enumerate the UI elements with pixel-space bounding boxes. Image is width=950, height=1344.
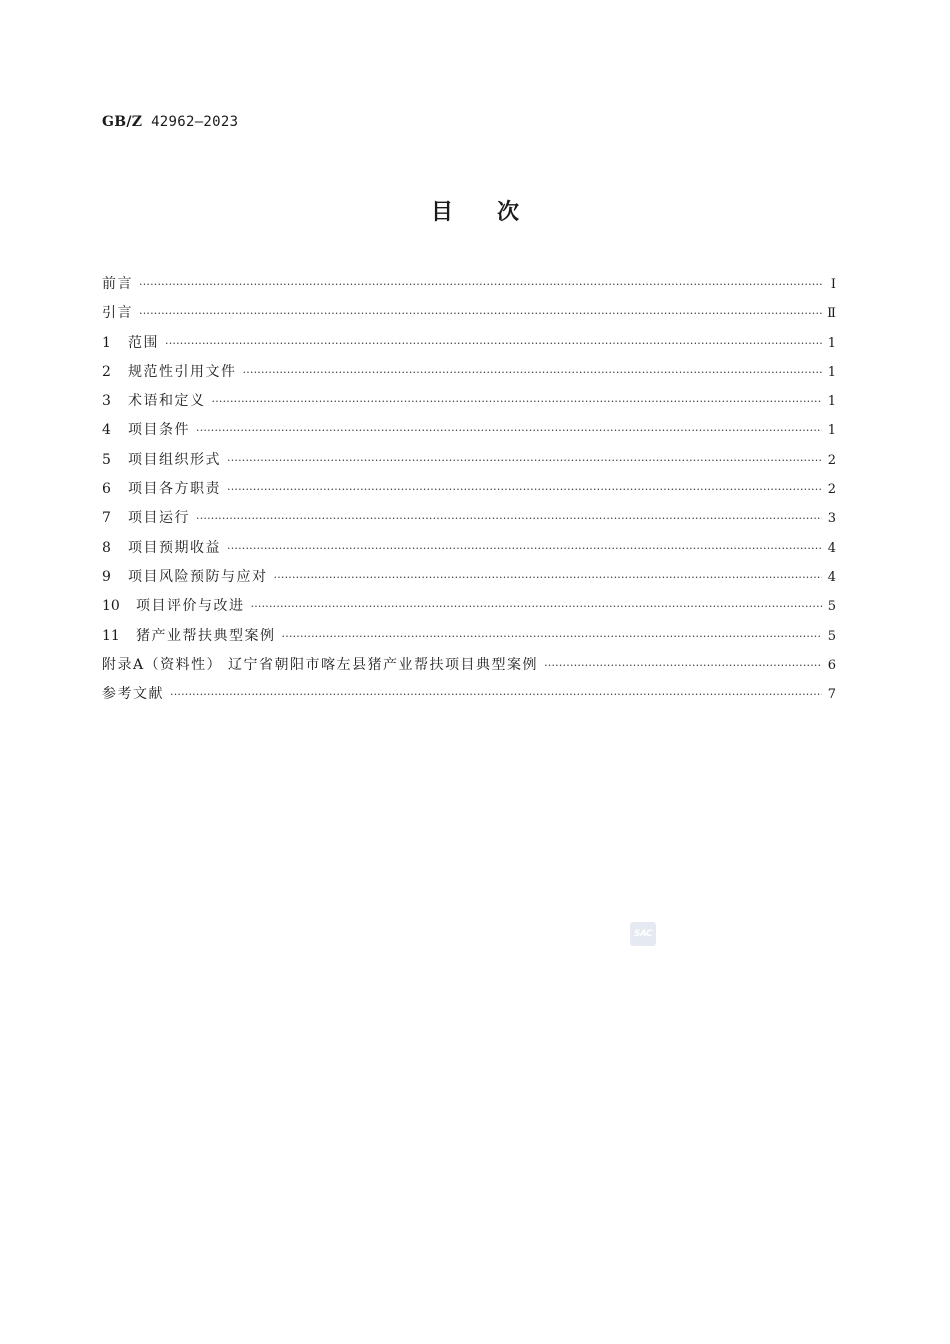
toc-dot-leader <box>544 651 822 680</box>
toc-entry[interactable] <box>102 504 836 533</box>
toc-title: 目次 <box>430 200 563 225</box>
toc-dot-leader <box>227 475 822 504</box>
toc-entry-number: 9 <box>102 568 111 585</box>
standard-prefix: GB/Z <box>102 114 143 130</box>
toc-dot-leader <box>227 446 822 475</box>
toc-entry[interactable] <box>102 563 836 592</box>
toc-entry-page: Ⅱ <box>827 306 836 322</box>
toc-dot-leader <box>165 329 822 358</box>
toc-entry-number: 8 <box>102 539 111 556</box>
toc-entry[interactable] <box>102 416 836 445</box>
toc-entry[interactable] <box>102 387 836 416</box>
toc-dot-leader <box>139 270 822 299</box>
toc-entry-number: 10 <box>102 598 120 615</box>
toc-entry-label: 前言 <box>102 276 133 292</box>
toc-entry-label: 引言 <box>102 305 133 322</box>
toc-entry-number: 4 <box>102 422 111 439</box>
toc-entry[interactable] <box>102 329 836 358</box>
toc-entry-page: 1 <box>827 423 836 439</box>
toc-entry-number: 2 <box>102 363 111 380</box>
toc-entry-page: 1 <box>827 335 836 351</box>
toc-entry-page: 3 <box>827 511 836 527</box>
toc-entry-page: 4 <box>827 569 836 585</box>
toc-dot-leader <box>170 680 822 709</box>
toc-entry-label: 范围 <box>128 334 159 351</box>
toc-entry-page: 2 <box>827 482 836 498</box>
toc-entry-label: 项目风险预防与应对 <box>128 568 268 585</box>
toc-dot-leader <box>227 534 822 563</box>
toc-entry-page: 7 <box>827 687 836 703</box>
toc-entry-label: 附录A（资料性） 辽宁省朝阳市喀左县猪产业帮扶项目典型案例 <box>102 656 539 673</box>
toc-entry-page: 6 <box>827 657 836 673</box>
toc-dot-leader <box>243 358 823 387</box>
toc-dot-leader <box>196 504 822 533</box>
toc-dot-leader <box>212 387 823 416</box>
toc-entry-number: 5 <box>102 451 111 468</box>
toc-dot-leader <box>274 563 823 592</box>
toc-entry-number: 7 <box>102 510 111 527</box>
toc-entry-number: 1 <box>102 334 111 351</box>
toc-entry-label: 项目评价与改进 <box>136 598 245 615</box>
toc-entry-label: 参考文献 <box>102 686 164 703</box>
standard-code <box>102 114 238 130</box>
toc-entry[interactable] <box>102 358 836 387</box>
toc-dot-leader <box>251 592 823 621</box>
toc-entry[interactable] <box>102 534 836 563</box>
toc-entry-page: 1 <box>827 394 836 410</box>
toc-entry-number: 3 <box>102 393 111 410</box>
toc-entry-label: 猪产业帮扶典型案例 <box>136 627 276 644</box>
toc-entry-number: 11 <box>102 627 120 644</box>
toc-dot-leader <box>139 299 822 328</box>
toc-entry-page: 5 <box>827 628 836 644</box>
sac-watermark-logo: SAC <box>630 922 656 946</box>
toc-entry-page: 5 <box>827 599 836 615</box>
toc-entry-number: 6 <box>102 481 111 498</box>
toc-entry-page: 4 <box>827 540 836 556</box>
toc-entry-label: 项目预期收益 <box>128 539 221 556</box>
toc-entry-label: 项目条件 <box>128 422 190 439</box>
toc-list <box>102 270 836 709</box>
toc-entry-label: 项目组织形式 <box>128 451 221 468</box>
toc-entry-label: 项目运行 <box>128 510 190 527</box>
toc-entry[interactable] <box>102 680 836 709</box>
toc-entry[interactable] <box>102 270 836 299</box>
toc-entry-label: 规范性引用文件 <box>128 363 237 380</box>
toc-entry-page: 1 <box>827 364 836 380</box>
toc-dot-leader <box>282 622 823 651</box>
toc-entry-page: 2 <box>827 452 836 468</box>
toc-entry[interactable] <box>102 299 836 328</box>
toc-entry[interactable] <box>102 475 836 504</box>
toc-entry[interactable] <box>102 651 836 680</box>
toc-entry-page: Ⅰ <box>830 277 836 292</box>
toc-entry-label: 项目各方职责 <box>128 481 221 498</box>
toc-entry[interactable] <box>102 446 836 475</box>
standard-number: 42962—2023 <box>151 114 239 130</box>
toc-entry[interactable] <box>102 622 836 651</box>
toc-entry[interactable] <box>102 592 836 621</box>
toc-dot-leader <box>196 416 822 445</box>
toc-entry-label: 术语和定义 <box>128 393 206 410</box>
